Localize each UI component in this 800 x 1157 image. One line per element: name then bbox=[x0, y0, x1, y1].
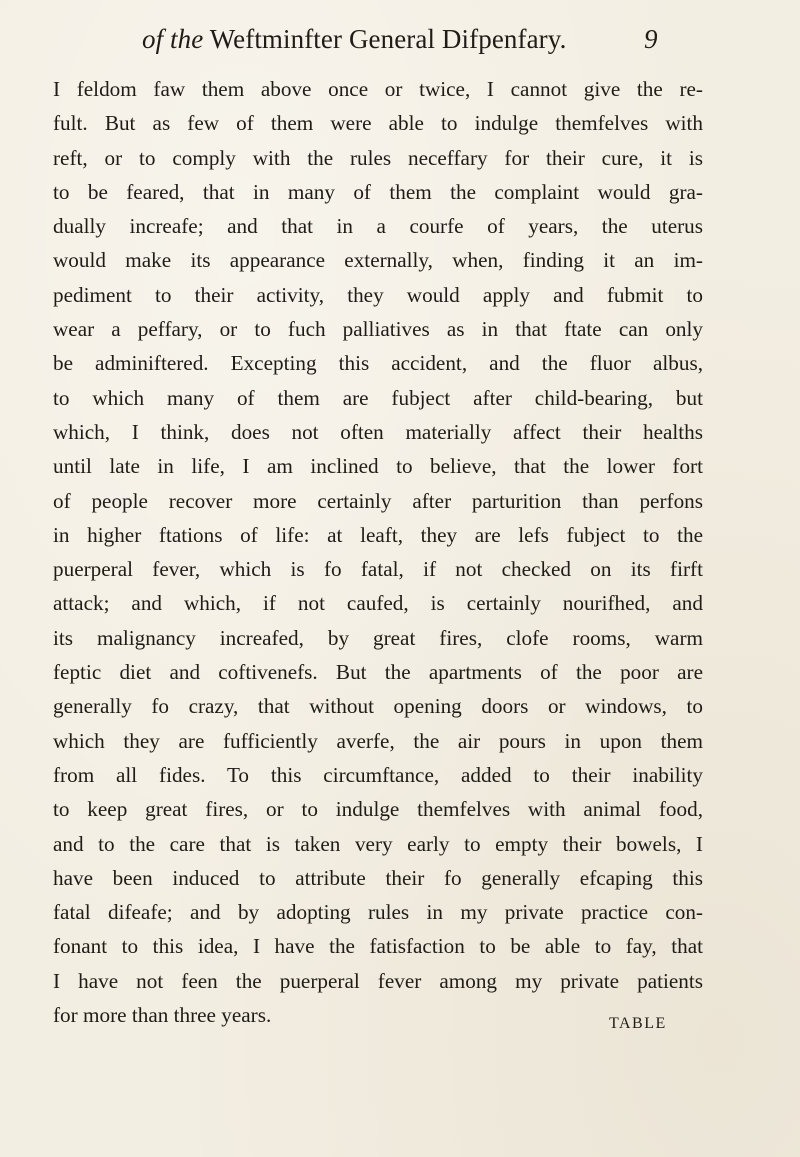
running-header bbox=[0, 20, 800, 70]
text-line: be adminiftered. Excepting this accident, and the fluor albus, bbox=[53, 351, 703, 376]
running-title-prefix: of the bbox=[142, 24, 204, 54]
text-line: until late in life, I am inclined to believe, that the lower fort bbox=[53, 454, 703, 479]
text-line: and to the care that is taken very early to empty their bowels, I bbox=[53, 831, 703, 856]
running-title-text: Weftminfter General Difpenfary. bbox=[209, 24, 567, 54]
text-line: I feldom faw them above once or twice, I cannot give the re- bbox=[53, 77, 703, 101]
text-line: puerperal fever, which is fo fatal, if not checked on its firft bbox=[53, 557, 703, 582]
text-line: have been induced to attribute their fo generally efcaping this bbox=[53, 865, 703, 890]
catchword: TABLE bbox=[609, 1015, 667, 1032]
text-line: I have not feen the puerperal fever among my private patients bbox=[53, 968, 703, 993]
text-line: attack; and which, if not caufed, is certainly nourifhed, and bbox=[53, 591, 703, 616]
text-line: to keep great fires, or to indulge themfelves with animal food, bbox=[53, 797, 703, 822]
body-paragraph bbox=[53, 72, 703, 1032]
running-title bbox=[142, 24, 566, 55]
text-line: for more than three years. bbox=[53, 1003, 272, 1028]
text-line: its malignancy increafed, by great fires, clofe rooms, warm bbox=[53, 625, 703, 650]
text-line: in higher ftations of life: at leaft, they are lefs fubject to the bbox=[53, 522, 703, 547]
text-line: pediment to their activity, they would apply and fubmit to bbox=[53, 282, 703, 307]
text-line: to be feared, that in many of them the complaint would gra- bbox=[53, 179, 703, 204]
page-number: 9 bbox=[644, 24, 658, 54]
text-line: reft, or to comply with the rules neceffary for their cure, it is bbox=[53, 145, 703, 170]
text-line: to which many of them are fubject after child-bearing, but bbox=[53, 385, 703, 410]
text-line: which they are fufficiently averfe, the air pours in upon them bbox=[53, 728, 703, 753]
text-line: feptic diet and coftivenefs. But the apartments of the poor are bbox=[53, 660, 703, 685]
text-line: which, I think, does not often materially affect their healths bbox=[53, 419, 703, 444]
text-line: would make its appearance externally, when, finding it an im- bbox=[53, 248, 703, 273]
text-line: wear a peffary, or to fuch palliatives as in that ftate can only bbox=[53, 317, 703, 342]
text-line: fatal difeafe; and by adopting rules in my private practice con- bbox=[53, 900, 703, 925]
text-line: generally fo crazy, that without opening doors or windows, to bbox=[53, 694, 703, 719]
text-line: of people recover more certainly after parturition than perfons bbox=[53, 488, 703, 513]
text-line: fonant to this idea, I have the fatisfaction to be able to fay, that bbox=[53, 934, 703, 959]
text-line: from all fides. To this circumftance, added to their inability bbox=[53, 762, 703, 787]
text-line: dually increafe; and that in a courfe of years, the uterus bbox=[53, 214, 703, 239]
text-line: fult. But as few of them were able to indulge themfelves with bbox=[53, 111, 703, 136]
